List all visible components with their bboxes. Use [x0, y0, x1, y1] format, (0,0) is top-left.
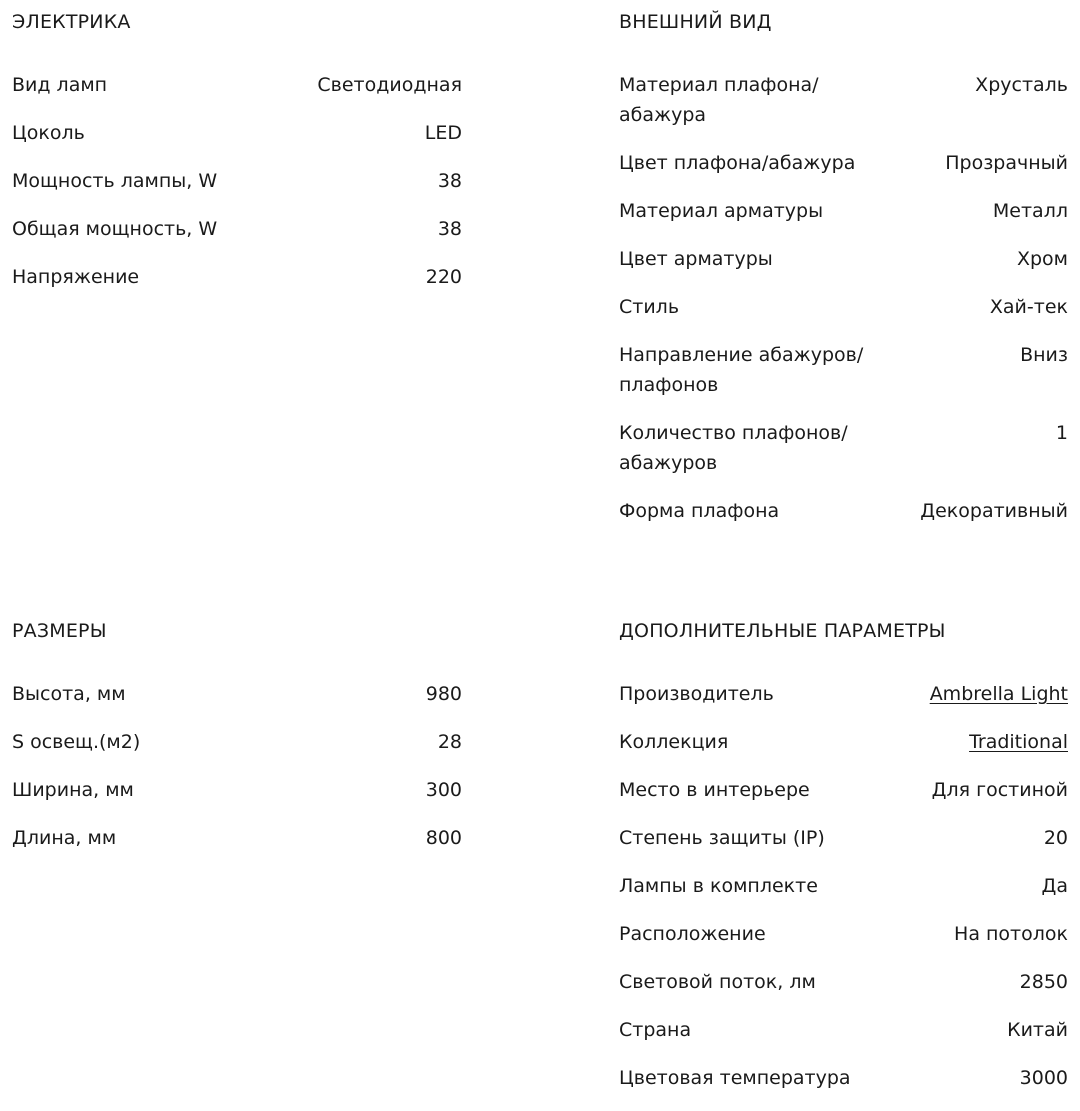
spec-row: [619, 340, 1068, 400]
spec-label: Коллекция: [619, 731, 729, 753]
spec-value: 220: [425, 266, 462, 288]
spec-row: [619, 1063, 1068, 1093]
manufacturer-link[interactable]: Ambrella Light: [929, 683, 1068, 705]
spec-label: Цветовая температура: [619, 1067, 851, 1089]
spec-label: Место в интерьере: [619, 779, 810, 801]
spec-row: [619, 1015, 1068, 1045]
spec-row: [12, 214, 462, 244]
spec-row: [619, 196, 1068, 226]
spec-label: S освещ.(м2): [12, 731, 141, 753]
spec-label: Направление абажуров/ плафонов: [619, 344, 864, 396]
spec-value: 20: [1043, 827, 1068, 849]
spec-label: Цвет арматуры: [619, 248, 773, 270]
spec-value: LED: [424, 122, 462, 144]
spec-row: [12, 70, 462, 100]
spec-row: [12, 823, 462, 853]
spec-label: Цоколь: [12, 122, 85, 144]
spec-row: [619, 148, 1068, 178]
spec-value: Для гостиной: [931, 779, 1068, 801]
spec-row: [619, 871, 1068, 901]
spec-list: [12, 679, 462, 853]
spec-label: Страна: [619, 1019, 692, 1041]
spec-row: [12, 775, 462, 805]
spec-label: Материал плафона/ абажура: [619, 74, 819, 126]
spec-row: [12, 727, 462, 757]
spec-value: Хрусталь: [975, 74, 1068, 96]
spec-label: Расположение: [619, 923, 766, 945]
spec-row: [619, 727, 1068, 757]
spec-label: Степень защиты (IP): [619, 827, 825, 849]
spec-value: Декоративный: [920, 500, 1068, 522]
spec-value: 980: [425, 683, 462, 705]
spec-row: [12, 118, 462, 148]
spec-value: 1: [1055, 422, 1068, 444]
spec-row: [12, 679, 462, 709]
spec-list: [12, 70, 462, 292]
section-title: ДОПОЛНИТЕЛЬНЫЕ ПАРАМЕТРЫ: [619, 620, 946, 642]
spec-value: Металл: [992, 200, 1068, 222]
spec-row: [619, 967, 1068, 997]
spec-label: Высота, мм: [12, 683, 126, 705]
section-title: ВНЕШНИЙ ВИД: [619, 11, 772, 33]
spec-label: Ширина, мм: [12, 779, 134, 801]
spec-value: Да: [1041, 875, 1068, 897]
spec-value: Прозрачный: [945, 152, 1068, 174]
spec-label: Форма плафона: [619, 500, 780, 522]
spec-row: [619, 70, 1068, 130]
spec-value: На потолок: [954, 923, 1068, 945]
spec-row: [619, 823, 1068, 853]
spec-row: [619, 496, 1068, 526]
collection-link[interactable]: Traditional: [969, 731, 1068, 753]
section-extra-params: [619, 619, 1068, 1111]
spec-row: [12, 262, 462, 292]
spec-label: Стиль: [619, 296, 680, 318]
spec-list: [619, 679, 1068, 1093]
spec-value: 3000: [1019, 1067, 1068, 1089]
spec-label: Материал арматуры: [619, 200, 824, 222]
spec-value: 800: [425, 827, 462, 849]
spec-label: Напряжение: [12, 266, 140, 288]
section-title: РАЗМЕРЫ: [12, 620, 107, 642]
section-title: ЭЛЕКТРИКА: [12, 11, 131, 33]
spec-label: Цвет плафона/абажура: [619, 152, 856, 174]
spec-label: Длина, мм: [12, 827, 117, 849]
spec-label: Лампы в комплекте: [619, 875, 818, 897]
spec-value: Вниз: [1020, 344, 1068, 366]
spec-label: Количество плафонов/ абажуров: [619, 422, 848, 474]
spec-row: [619, 244, 1068, 274]
spec-value: 2850: [1019, 971, 1068, 993]
spec-row: [619, 919, 1068, 949]
spec-value: 38: [437, 170, 462, 192]
spec-row: [12, 166, 462, 196]
spec-value: Китай: [1007, 1019, 1068, 1041]
spec-row: [619, 775, 1068, 805]
section-electrics: [12, 10, 462, 310]
spec-value: Хром: [1016, 248, 1068, 270]
spec-value: 38: [437, 218, 462, 240]
spec-label: Производитель: [619, 683, 774, 705]
spec-row: [619, 679, 1068, 709]
spec-label: Мощность лампы, W: [12, 170, 218, 192]
spec-row: [619, 292, 1068, 322]
spec-value: 300: [425, 779, 462, 801]
spec-value: 28: [437, 731, 462, 753]
spec-value: Светодиодная: [317, 74, 462, 96]
spec-label: Вид ламп: [12, 74, 108, 96]
spec-label: Общая мощность, W: [12, 218, 218, 240]
section-dimensions: [12, 619, 462, 871]
spec-value: Хай-тек: [989, 296, 1068, 318]
section-appearance: [619, 10, 1068, 544]
spec-row: [619, 418, 1068, 478]
spec-list: [619, 70, 1068, 526]
spec-label: Световой поток, лм: [619, 971, 816, 993]
